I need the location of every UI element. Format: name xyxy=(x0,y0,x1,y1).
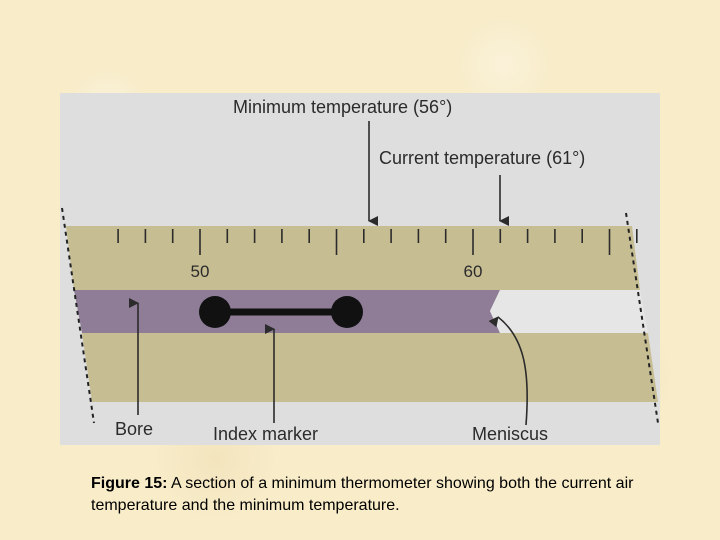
meniscus-label: Meniscus xyxy=(472,424,549,444)
lower-band xyxy=(82,333,658,402)
empty-bore xyxy=(490,290,648,333)
tick-label-60: 60 xyxy=(463,262,483,281)
tick-label-50: 50 xyxy=(190,262,210,281)
index-marker-label: Index marker xyxy=(213,424,319,444)
minimum-temperature-label: Minimum temperature (56°) xyxy=(233,97,453,117)
current-temperature-label: Current temperature (61°) xyxy=(379,148,586,168)
thermometer-diagram xyxy=(60,93,660,445)
figure-caption xyxy=(91,473,651,517)
scale-band xyxy=(66,226,640,290)
caption-text: A section of a minimum thermometer showing both the current air temperature and the minimum temperature. xyxy=(91,475,634,514)
bore-label: Bore xyxy=(115,419,154,439)
caption-label: Figure 15: xyxy=(91,475,168,492)
